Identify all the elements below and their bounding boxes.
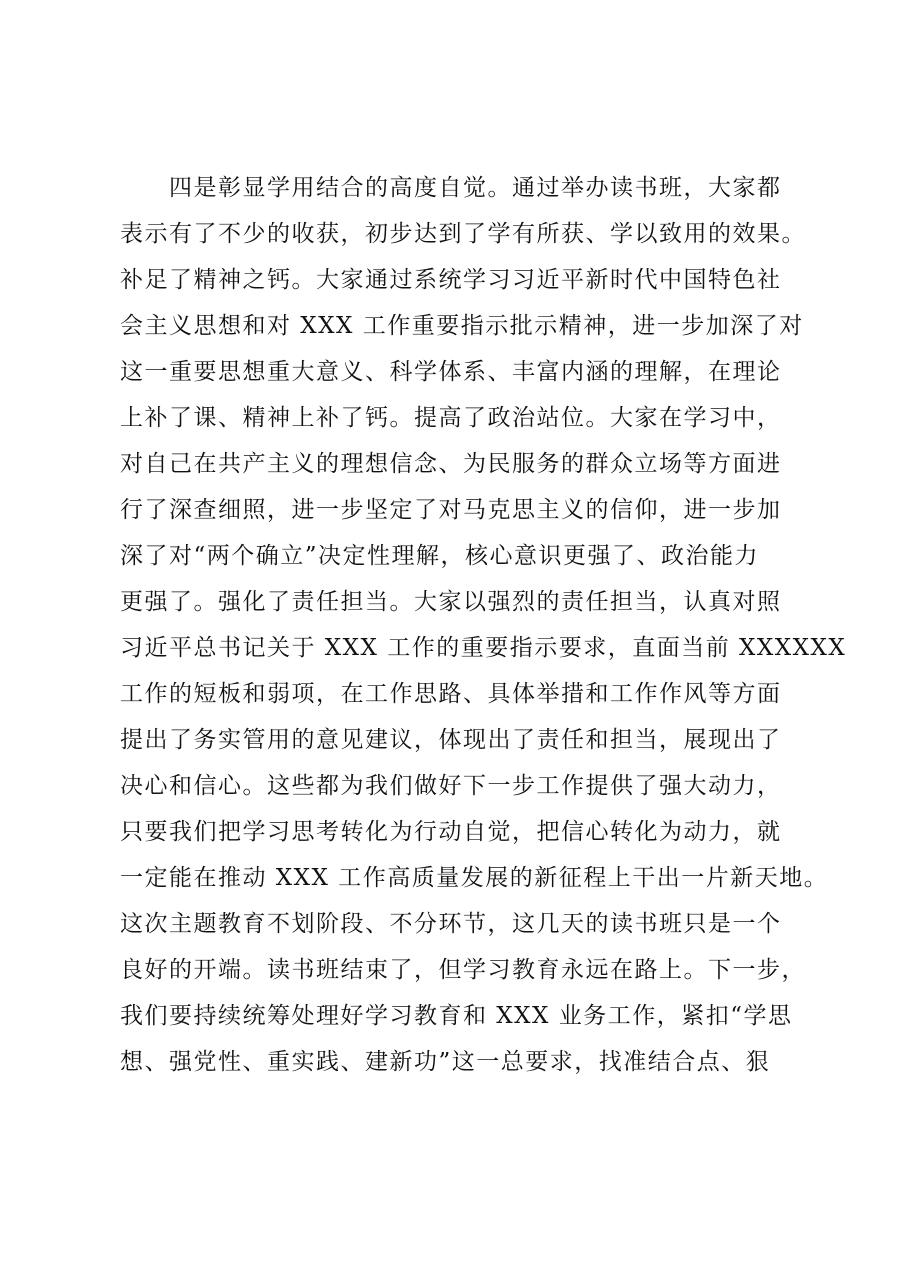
- paragraph-line: 这一重要思想重大意义、科学体系、丰富内涵的理解，在理论: [120, 359, 782, 385]
- body-paragraph: [120, 165, 847, 1085]
- paragraph-line: 只要我们把学习思考转化为行动自觉，把信心转化为动力，就: [120, 819, 782, 845]
- paragraph-line: 工作的短板和弱项，在工作思路、具体举措和工作作风等方面: [120, 681, 782, 707]
- paragraph-line: 上补了课、精神上补了钙。提高了政治站位。大家在学习中，: [120, 405, 782, 431]
- paragraph-line: 习近平总书记关于 XXX 工作的重要指示要求，直面当前 XXXXXX: [120, 635, 847, 661]
- paragraph-line: 想、强党性、重实践、建新功”这一总要求，找准结合点、狠: [120, 1049, 771, 1075]
- paragraph-line: 良好的开端。读书班结束了，但学习教育永远在路上。下一步，: [120, 957, 806, 983]
- paragraph-line: 更强了。强化了责任担当。大家以强烈的责任担当，认真对照: [120, 589, 782, 615]
- paragraph-line: 提出了务实管用的意见建议，体现出了责任和担当，展现出了: [120, 727, 782, 753]
- paragraph-line: 补足了精神之钙。大家通过系统学习习近平新时代中国特色社: [120, 267, 782, 293]
- paragraph-line: 行了深查细照，进一步坚定了对马克思主义的信仰，进一步加: [120, 497, 782, 523]
- paragraph-line: 四是彰显学用结合的高度自觉。通过举办读书班，大家都: [169, 175, 782, 201]
- paragraph-line: 表示有了不少的收获，初步达到了学有所获、学以致用的效果。: [120, 221, 806, 247]
- paragraph-line: 决心和信心。这些都为我们做好下一步工作提供了强大动力，: [120, 773, 782, 799]
- paragraph-line: 一定能在推动 XXX 工作高质量发展的新征程上干出一片新天地。: [120, 865, 829, 891]
- paragraph-line: 我们要持续统筹处理好学习教育和 XXX 业务工作，紧扣“学思: [120, 1003, 793, 1029]
- paragraph-line: 会主义思想和对 XXX 工作重要指示批示精神，进一步加深了对: [120, 313, 804, 339]
- paragraph-line: 深了对“两个确立”决定性理解，核心意识更强了、政治能力: [120, 543, 760, 569]
- paragraph-line: 这次主题教育不划阶段、不分环节，这几天的读书班只是一个: [120, 911, 782, 937]
- paragraph-line: 对自己在共产主义的理想信念、为民服务的群众立场等方面进: [120, 451, 782, 477]
